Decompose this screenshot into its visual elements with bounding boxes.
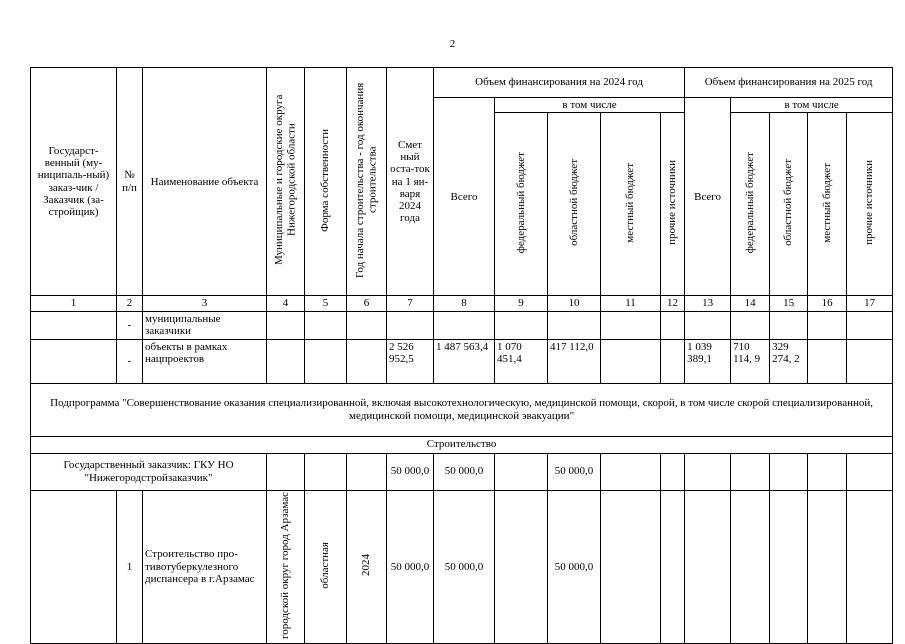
column-number: 1: [31, 296, 117, 311]
table-row-object: [31, 490, 893, 643]
row-num: -: [117, 339, 143, 383]
financing-table: [30, 67, 893, 644]
header-other-2024: прочие источники: [661, 113, 685, 296]
column-number-row: [31, 296, 893, 311]
header-customer: Государст-венный (му-ниципаль-ный) заказ-чик / Заказчик (за-стройщик): [31, 68, 117, 296]
header-including-2024: в том числе: [495, 98, 685, 113]
row-num: 1: [117, 490, 143, 643]
cell-regional-2024: 417 112,0: [548, 339, 601, 383]
table-row-national-projects: [31, 339, 893, 383]
column-number: 14: [731, 296, 770, 311]
table-row-municipal-customers: [31, 311, 893, 339]
cell-total-2024: 50 000,0: [434, 490, 495, 643]
header-regional-2024: областной бюджет: [548, 113, 601, 296]
table-row-state-customer: [31, 453, 893, 490]
header-total-2024: Всего: [434, 98, 495, 296]
header-local-2024: местный бюджет: [601, 113, 661, 296]
column-number: 9: [495, 296, 548, 311]
header-local-2025: местный бюджет: [808, 113, 847, 296]
column-number: 16: [808, 296, 847, 311]
page-number: 2: [449, 38, 456, 50]
column-number: 8: [434, 296, 495, 311]
cell-regional-2024: 50 000,0: [548, 453, 601, 490]
column-number: 3: [143, 296, 267, 311]
cell-total-2024: 50 000,0: [434, 453, 495, 490]
subprogram-title: Подпрограмма "Совершенствование оказания специализированной, включая высокотехнологическую, медицинской помощи, скорой, в том числе скорой специализированной, медицинской помощи, медицинской эвакуации": [31, 383, 893, 436]
column-number: 13: [685, 296, 731, 311]
header-num: № п/п: [117, 68, 143, 296]
header-municipal: Муниципальные и городские округа Нижегородской области: [267, 68, 305, 296]
cell-total-2025: 1 039 389,1: [685, 339, 731, 383]
column-number: 2: [117, 296, 143, 311]
cell-ownership: областная: [305, 490, 347, 643]
row-name: Строительство про-тивотуберкулезного диспансера в г.Арзамас: [143, 490, 267, 643]
column-number: 7: [387, 296, 434, 311]
column-number: 4: [267, 296, 305, 311]
header-name: Наименование объекта: [143, 68, 267, 296]
header-federal-2025: федеральный бюджет: [731, 113, 770, 296]
column-number: 17: [847, 296, 893, 311]
row-name: объекты в рамках нацпроектов: [143, 339, 267, 383]
column-number: 10: [548, 296, 601, 311]
cell-regional-2025: 329 274, 2: [770, 339, 808, 383]
header-other-2025: прочие источники: [847, 113, 893, 296]
header-balance: Смет ный оста-ток на 1 ян-варя 2024 года: [387, 68, 434, 296]
column-number: 6: [347, 296, 387, 311]
header-federal-2024: федеральный бюджет: [495, 113, 548, 296]
header-including-2025: в том числе: [731, 98, 893, 113]
cell-balance: 2 526 952,5: [387, 339, 434, 383]
row-name: муниципальные заказчики: [143, 311, 267, 339]
header-funding-2024: Объем финансирования на 2024 год: [434, 68, 685, 98]
cell-total-2024: 1 487 563,4: [434, 339, 495, 383]
cell-regional-2024: 50 000,0: [548, 490, 601, 643]
header-funding-2025: Объем финансирования на 2025 год: [685, 68, 893, 98]
cell-years: 2024: [347, 490, 387, 643]
table-row-construction: [31, 436, 893, 453]
cell-municipal: городской округ город Арзамас: [267, 490, 305, 643]
cell-federal-2025: 710 114, 9: [731, 339, 770, 383]
header-regional-2025: областной бюджет: [770, 113, 808, 296]
row-num: -: [117, 311, 143, 339]
state-customer-name: Государственный заказчик: ГКУ НО "Нижегородстройзаказчик": [31, 453, 267, 490]
column-number: 12: [661, 296, 685, 311]
table-row-subprogram: [31, 383, 893, 436]
header-years: Год начала строительства - год окончания строительства: [347, 68, 387, 296]
construction-section: Строительство: [31, 436, 893, 453]
cell-federal-2024: 1 070 451,4: [495, 339, 548, 383]
header-total-2025: Всего: [685, 98, 731, 296]
column-number: 5: [305, 296, 347, 311]
column-number: 15: [770, 296, 808, 311]
header-ownership: Форма собственности: [305, 68, 347, 296]
cell-balance: 50 000,0: [387, 453, 434, 490]
column-number: 11: [601, 296, 661, 311]
cell-balance: 50 000,0: [387, 490, 434, 643]
